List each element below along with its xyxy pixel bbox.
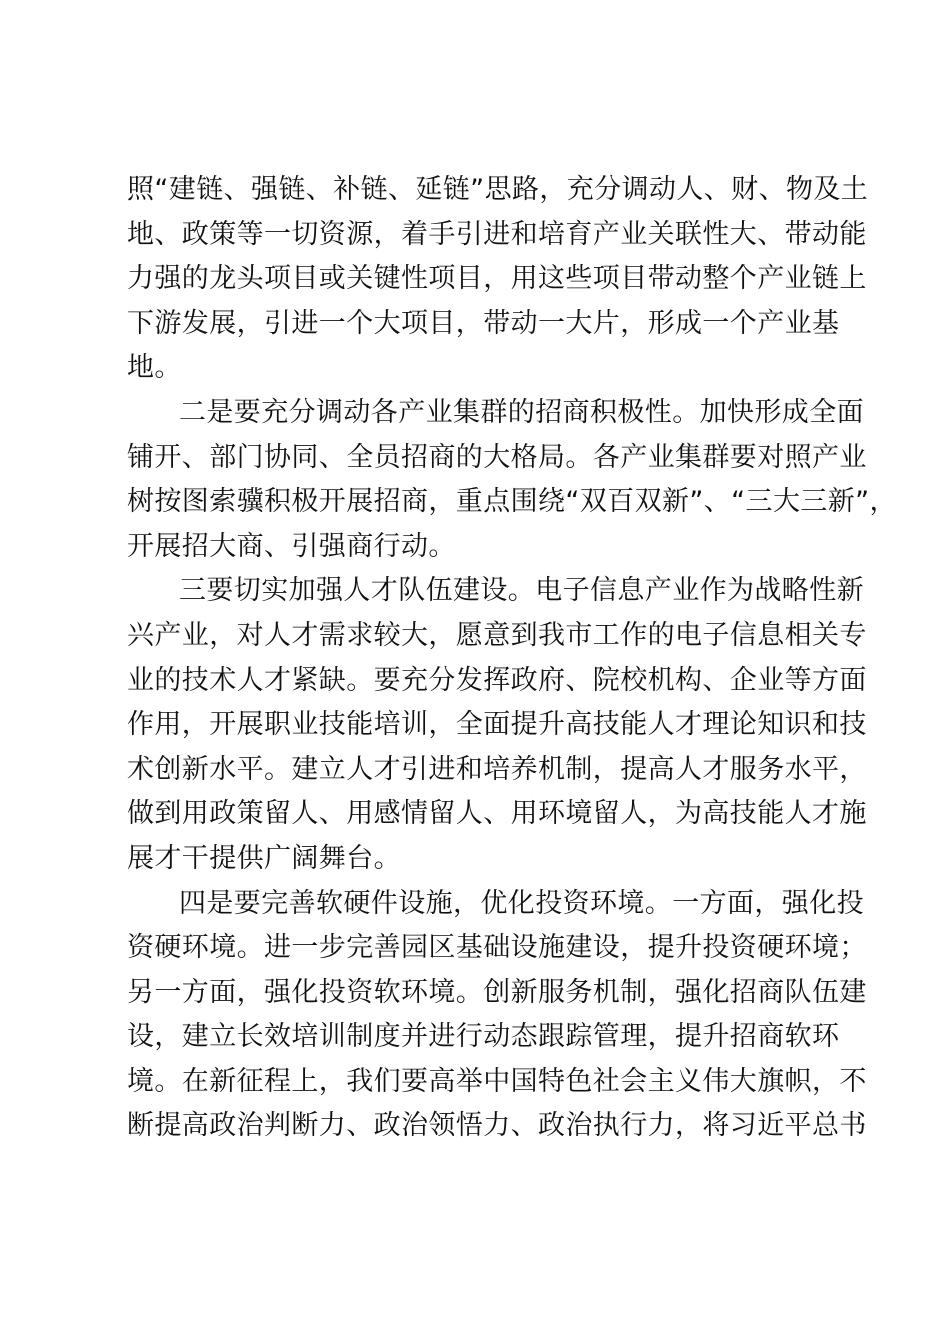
text-line: 力强的龙头项目或关键性项目，用这些项目带动整个产业链上 (127, 263, 867, 295)
text-line: 树按图索骥积极开展招商，重点围绕“双百双新”、“三大三新”， (127, 486, 897, 518)
text-line: 兴产业，对人才需求较大，愿意到我市工作的电子信息相关专 (127, 619, 867, 651)
document-body (127, 168, 897, 1149)
text-line: 开展招大商、引强商行动。 (127, 530, 456, 562)
paragraph-start-line: 三要切实加强人才队伍建设。电子信息产业作为战略性新 (179, 575, 864, 607)
paragraph-start-line: 二是要充分调动各产业集群的招商积极性。加快形成全面 (179, 396, 864, 428)
text-line: 下游发展，引进一个大项目，带动一大片，形成一个产业基 (127, 307, 840, 339)
text-line: 铺开、部门协同、全员招商的大格局。各产业集群要对照产业 (127, 441, 867, 473)
text-line: 资硬环境。进一步完善园区基础设施建设，提升投资硬环境； (127, 932, 867, 964)
text-line: 另一方面，强化投资软环境。创新服务机制，强化招商队伍建 (127, 976, 867, 1008)
text-line: 作用，开展职业技能培训，全面提升高技能人才理论知识和技 (127, 709, 867, 741)
text-line: 设，建立长效培训制度并进行动态跟踪管理，提升招商软环 (127, 1021, 840, 1053)
text-line: 地、政策等一切资源，着手引进和培育产业关联性大、带动能 (127, 218, 867, 250)
text-line: 地。 (127, 352, 182, 384)
text-line: 断提高政治判断力、政治领悟力、政治执行力，将习近平总书 (127, 1110, 867, 1142)
text-line: 境。在新征程上，我们要高举中国特色社会主义伟大旗帜，不 (127, 1065, 867, 1097)
paragraph-start-line: 四是要完善软硬件设施，优化投资环境。一方面，强化投 (179, 887, 864, 919)
text-line: 术创新水平。建立人才引进和培养机制，提高人才服务水平， (127, 753, 867, 785)
text-line: 业的技术人才紧缺。要充分发挥政府、院校机构、企业等方面 (127, 664, 867, 696)
text-line: 做到用政策留人、用感情留人、用环境留人，为高技能人才施 (127, 798, 867, 830)
text-line: 展才干提供广阔舞台。 (127, 842, 401, 874)
text-line: 照“建链、强链、补链、延链”思路，充分调动人、财、物及土 (127, 174, 869, 205)
